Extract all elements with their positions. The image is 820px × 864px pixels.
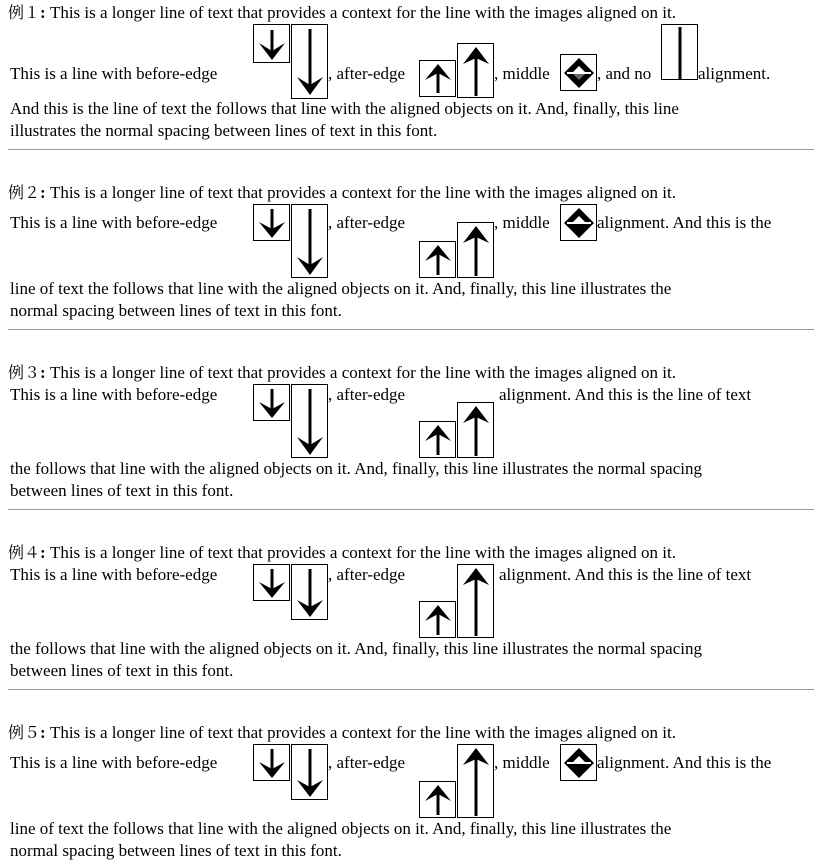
example-1-colon: :	[40, 3, 46, 22]
example-3-follow-line-2: between lines of text in this font.	[10, 481, 234, 500]
arrow-up-icon	[419, 60, 456, 97]
example-3-colon: :	[40, 363, 46, 382]
example-2-context-text: This is a longer line of text that provides a context for the line with the images aligned on it.	[45, 183, 676, 202]
example-2-context-line	[8, 183, 676, 203]
arrow-up-icon	[419, 781, 456, 818]
arrow-down-icon	[253, 744, 290, 781]
example-3-context-line	[8, 363, 676, 383]
example-2-after-text: , after-edge	[328, 213, 406, 232]
example-3-label: 例３	[8, 363, 41, 382]
example-4-follow-line-2: between lines of text in this font.	[10, 661, 234, 680]
example-4-after-text: , after-edge	[328, 565, 406, 584]
long-arrow-up-icon	[457, 564, 494, 638]
arrow-up-icon	[419, 601, 456, 638]
vertical-line-icon	[661, 24, 698, 80]
example-5-label: 例５	[8, 723, 41, 742]
example-4-context-text: This is a longer line of text that provides a context for the line with the images aligned on it.	[45, 543, 676, 562]
example-1-none-text: , and no	[597, 64, 652, 83]
example-1-label: 例１	[8, 3, 41, 22]
example-5-colon: :	[40, 723, 46, 742]
arrow-down-icon	[253, 24, 290, 63]
diamond-arrows-icon	[560, 744, 597, 781]
example-2-before-text: This is a line with before-edge	[10, 213, 218, 232]
example-5-middle-text: , middle	[494, 753, 550, 772]
example-1-middle-text: , middle	[494, 64, 550, 83]
example-2-follow-line-1: line of text the follows that line with the aligned objects on it. And, finally, this line illustrates the	[10, 279, 672, 298]
long-arrow-down-icon	[291, 24, 328, 99]
arrow-down-icon	[253, 384, 290, 421]
example-2-follow-line-2: normal spacing between lines of text in this font.	[10, 301, 342, 320]
example-5-follow-line-2: normal spacing between lines of text in this font.	[10, 841, 342, 860]
example-4-follow-line-1: the follows that line with the aligned objects on it. And, finally, this line illustrates the normal spacing	[10, 639, 702, 658]
example-3-after-text: , after-edge	[328, 385, 406, 404]
example-1-follow-line-1: And this is the line of text the follows that line with the aligned objects on it. And, finally, this line	[10, 99, 679, 118]
example-2-end-text: alignment. And this is the	[597, 213, 772, 232]
example-2-colon: :	[40, 183, 46, 202]
long-arrow-down-icon	[291, 384, 328, 458]
arrow-down-icon	[253, 564, 290, 601]
example-4-before-text: This is a line with before-edge	[10, 565, 218, 584]
arrow-up-icon	[419, 241, 456, 278]
divider	[8, 509, 814, 510]
example-5-end-text: alignment. And this is the	[597, 753, 772, 772]
long-arrow-down-icon	[291, 744, 328, 800]
long-arrow-down-icon	[291, 204, 328, 278]
example-3-follow-line-1: the follows that line with the aligned objects on it. And, finally, this line illustrates the normal spacing	[10, 459, 702, 478]
example-4-end-text: alignment. And this is the line of text	[499, 565, 752, 584]
example-1-context-text: This is a longer line of text that provides a context for the line with the images aligned on it.	[45, 3, 676, 22]
long-arrow-up-icon	[457, 222, 494, 278]
long-arrow-up-icon	[457, 43, 494, 98]
example-2-label: 例２	[8, 183, 41, 202]
example-1-context-line	[8, 3, 676, 23]
long-arrow-up-icon	[457, 402, 494, 458]
example-4-context-line	[8, 543, 676, 563]
example-3-before-text: This is a line with before-edge	[10, 385, 218, 404]
example-5-context-line	[8, 723, 676, 743]
example-5-follow-line-1: line of text the follows that line with the aligned objects on it. And, finally, this line illustrates the	[10, 819, 672, 838]
example-5-after-text: , after-edge	[328, 753, 406, 772]
example-1-end-text: alignment.	[698, 64, 771, 83]
example-5-before-text: This is a line with before-edge	[10, 753, 218, 772]
divider	[8, 149, 814, 150]
diamond-arrows-icon	[560, 204, 597, 241]
example-4-colon: :	[40, 543, 46, 562]
example-1-before-text: This is a line with before-edge	[10, 64, 218, 83]
example-1-after-text: , after-edge	[328, 64, 406, 83]
long-arrow-down-icon	[291, 564, 328, 620]
diamond-arrows-icon	[560, 54, 597, 91]
example-4-label: 例４	[8, 543, 41, 562]
example-3-end-text: alignment. And this is the line of text	[499, 385, 752, 404]
arrow-down-icon	[253, 204, 290, 241]
example-2-middle-text: , middle	[494, 213, 550, 232]
example-5-context-text: This is a longer line of text that provides a context for the line with the images aligned on it.	[45, 723, 676, 742]
divider	[8, 329, 814, 330]
example-1-follow-line-2: illustrates the normal spacing between lines of text in this font.	[10, 121, 438, 140]
long-arrow-up-icon	[457, 744, 494, 818]
divider	[8, 689, 814, 690]
arrow-up-icon	[419, 421, 456, 458]
example-3-context-text: This is a longer line of text that provides a context for the line with the images aligned on it.	[45, 363, 676, 382]
